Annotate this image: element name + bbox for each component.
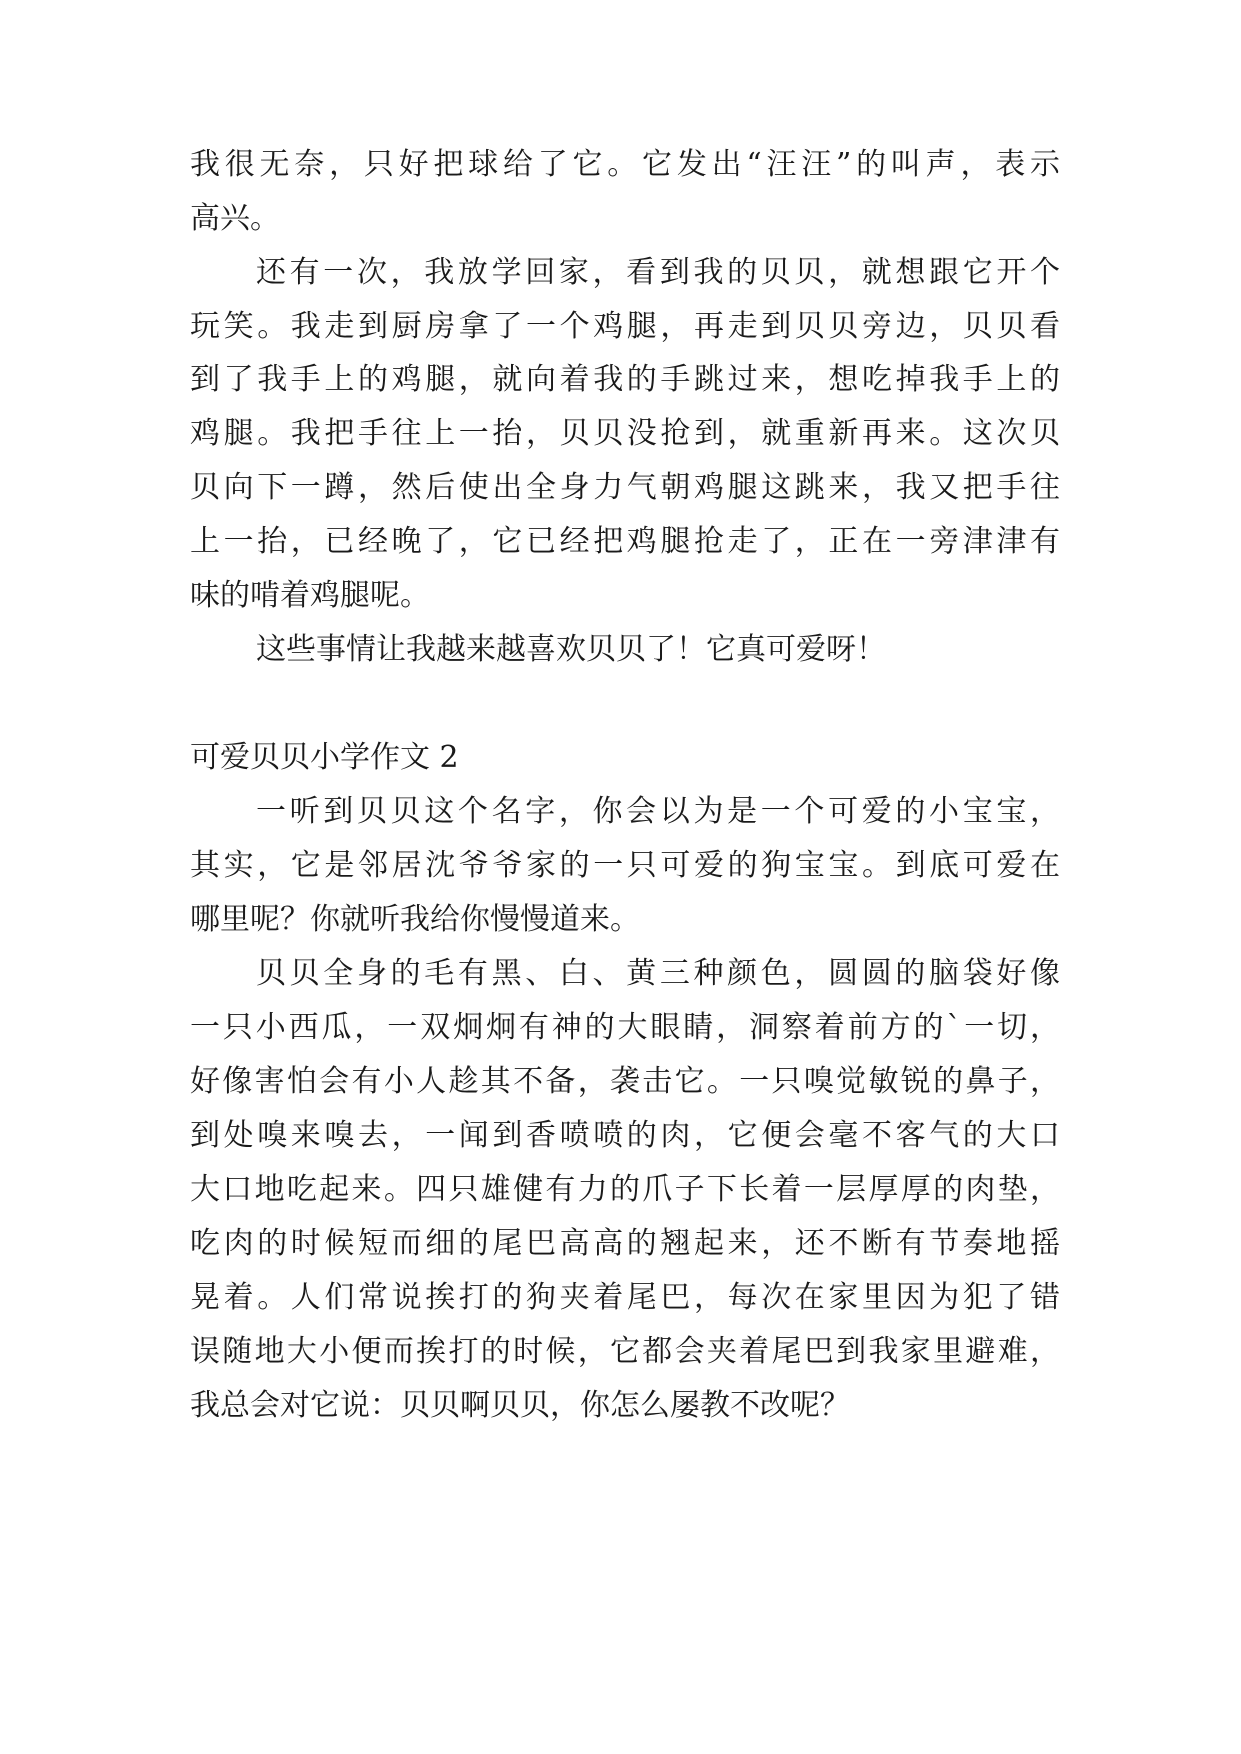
text-line: 到处嗅来嗅去，一闻到香喷喷的肉，它便会毫不客气的大口 [190, 1118, 1060, 1153]
text-line: 我很无奈，只好把球给了它。它发出“汪汪”的叫声，表示 [190, 147, 1060, 182]
text-line: 玩笑。我走到厨房拿了一个鸡腿，再走到贝贝旁边，贝贝看 [190, 309, 1060, 344]
text-line: 到了我手上的鸡腿，就向着我的手跳过来，想吃掉我手上的 [190, 362, 1060, 397]
section-title: 可爱贝贝小学作文 2 [190, 740, 459, 775]
text-line: 其实，它是邻居沈爷爷家的一只可爱的狗宝宝。到底可爱在 [190, 848, 1060, 883]
text-line: 好像害怕会有小人趁其不备，袭击它。一只嗅觉敏锐的鼻子， [190, 1064, 1060, 1099]
text-line: 上一抬，已经晚了，它已经把鸡腿抢走了，正在一旁津津有 [190, 524, 1060, 559]
text-line: 吃肉的时候短而细的尾巴高高的翘起来，还不断有节奏地摇 [190, 1226, 1060, 1261]
text-line: 大口地吃起来。四只雄健有力的爪子下长着一层厚厚的肉垫， [190, 1172, 1060, 1207]
text-line: 哪里呢？你就听我给你慢慢道来。 [190, 902, 640, 937]
text-line: 贝向下一蹲，然后使出全身力气朝鸡腿这跳来，我又把手往 [190, 470, 1060, 505]
text-line: 一只小西瓜，一双炯炯有神的大眼睛，洞察着前方的`一切， [190, 1010, 1060, 1045]
text-line: 高兴。 [190, 201, 280, 236]
text-line: 晃着。人们常说挨打的狗夹着尾巴，每次在家里因为犯了错 [190, 1280, 1060, 1315]
text-line: 我总会对它说：贝贝啊贝贝，你怎么屡教不改呢？ [190, 1388, 850, 1423]
text-line: 味的啃着鸡腿呢。 [190, 578, 430, 613]
text-line: 一听到贝贝这个名字，你会以为是一个可爱的小宝宝， [256, 794, 1060, 829]
text-line: 贝贝全身的毛有黑、白、黄三种颜色，圆圆的脑袋好像 [256, 956, 1060, 991]
text-line: 误随地大小便而挨打的时候，它都会夹着尾巴到我家里避难， [190, 1334, 1060, 1369]
text-line: 鸡腿。我把手往上一抬，贝贝没抢到，就重新再来。这次贝 [190, 416, 1060, 451]
text-line: 这些事情让我越来越喜欢贝贝了！它真可爱呀！ [256, 632, 886, 667]
text-line: 还有一次，我放学回家，看到我的贝贝，就想跟它开个 [256, 255, 1060, 290]
